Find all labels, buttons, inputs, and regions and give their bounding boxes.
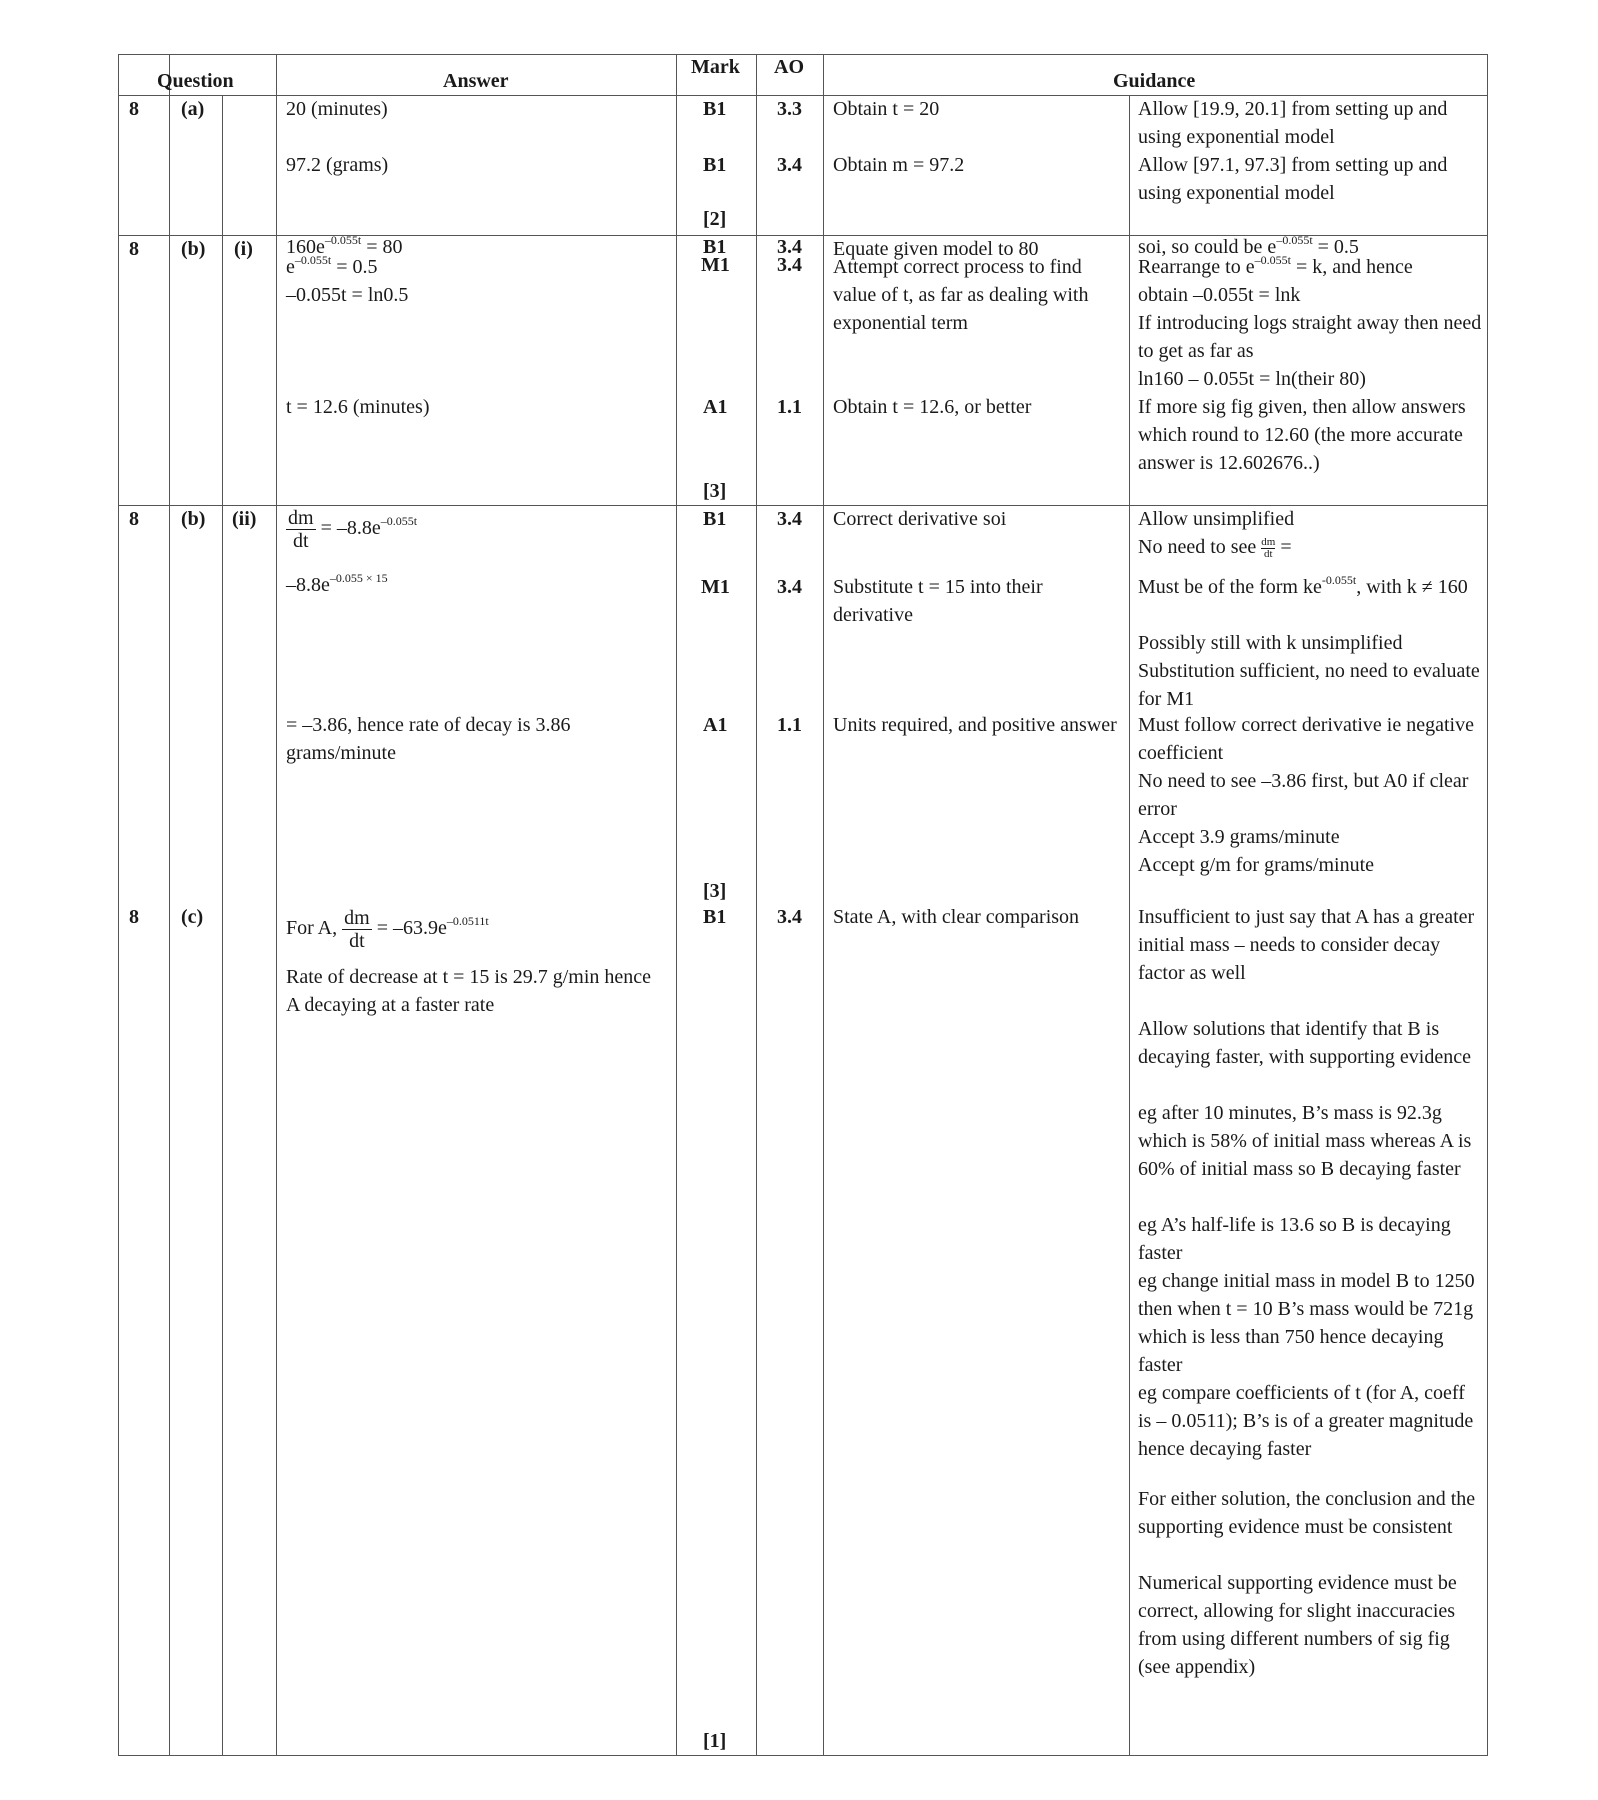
guidance-note: Must follow correct derivative ie negative coefficient <box>1138 714 1474 764</box>
guidance-note: If introducing logs straight away then need to get as far as <box>1138 312 1482 362</box>
header-mark: Mark <box>691 56 740 78</box>
mark-code: B1 <box>703 236 727 258</box>
col-divider <box>169 55 170 1755</box>
ao-code: 3.4 <box>777 236 802 258</box>
guidance-note: Substitution sufficient, no need to evaluate for M1 <box>1138 660 1480 710</box>
derivative-fraction: $\frac{dm}{dt}$ <box>288 507 314 552</box>
question-subpart: (ii) <box>232 508 257 530</box>
question-number: 8 <box>129 98 139 120</box>
col-divider <box>756 55 757 1755</box>
guidance-note: Insufficient to just say that A has a greater initial mass – needs to consider decay factor as well <box>1138 906 1475 984</box>
guidance-note: Numerical supporting evidence must be correct, allowing for slight inaccuracies from using different numbers of sig fig (see appendix) <box>1138 1572 1457 1678</box>
ao-code: 3.3 <box>777 98 802 120</box>
guidance-note: Accept g/m for grams/minute <box>1138 854 1375 876</box>
question-part: (c) <box>181 906 204 928</box>
guidance-note: Allow unsimplified <box>1138 508 1295 530</box>
col-divider <box>676 55 677 1755</box>
guidance-note: Accept 3.9 grams/minute <box>1138 826 1340 848</box>
mark-scheme-table <box>118 54 1488 1756</box>
derivative-fraction: $\frac{dm}{dt}$ <box>1261 535 1276 560</box>
question-number: 8 <box>129 906 139 928</box>
guidance-note: No need to see $\frac{dm}{dt}$ = <box>1138 535 1292 560</box>
derivative-fraction: $\frac{dm}{dt}$ <box>344 907 370 952</box>
mark-total: [2] <box>703 208 727 230</box>
guidance-note: ln160 – 0.055t = ln(their 80) <box>1138 368 1366 390</box>
mark-total: [1] <box>703 1730 727 1752</box>
mark-total: [3] <box>703 480 727 502</box>
answer-line: t = 12.6 (minutes) <box>286 396 430 418</box>
mark-code: B1 <box>703 508 727 530</box>
header-answer: Answer <box>443 70 509 92</box>
mark-total: [3] <box>703 880 727 902</box>
col-divider <box>222 95 223 1755</box>
ao-code: 3.4 <box>777 906 802 928</box>
guidance-note: Allow [19.9, 20.1] from setting up and using exponential model <box>1138 98 1448 148</box>
answer-derivative: For A, $\frac{dm}{dt}$ = $-63.9e^{-0.0511t}$ <box>286 907 489 952</box>
ao-code: 3.4 <box>777 576 802 598</box>
answer-line: = –3.86, hence rate of decay is 3.86 grams/minute <box>286 714 571 764</box>
guidance-criterion: Obtain t = 20 <box>833 98 940 120</box>
guidance-criterion: State A, with clear comparison <box>833 906 1080 928</box>
col-divider <box>276 55 277 1755</box>
guidance-note: eg change initial mass in model B to 1250 then when t = 10 B’s mass would be 721g which is less than 750 hence decaying faster <box>1138 1270 1475 1376</box>
guidance-criterion: Correct derivative soi <box>833 508 1007 530</box>
mark-code: B1 <box>703 906 727 928</box>
guidance-note: For either solution, the conclusion and the supporting evidence must be consistent <box>1138 1488 1476 1538</box>
header-ao: AO <box>774 56 804 78</box>
question-subpart: (i) <box>234 238 253 260</box>
col-divider <box>823 55 824 1755</box>
answer-equation: $160e^{-0.055t} = 80$ <box>286 233 403 258</box>
question-number: 8 <box>129 508 139 530</box>
answer-line: 97.2 (grams) <box>286 154 389 176</box>
ao-code: 3.4 <box>777 154 802 176</box>
ao-code: 1.1 <box>777 714 802 736</box>
answer-substitution: $-8.8e^{-0.055 \times 15}$ <box>286 571 388 596</box>
guidance-note: eg after 10 minutes, B’s mass is 92.3g which is 58% of initial mass whereas A is 60% of initial mass so B decaying faster <box>1138 1102 1472 1180</box>
mark-code: A1 <box>703 396 728 418</box>
question-part: (a) <box>181 98 205 120</box>
mark-code: B1 <box>703 154 727 176</box>
guidance-note: Possibly still with k unsimplified <box>1138 632 1403 654</box>
question-number: 8 <box>129 238 139 260</box>
header-question: Question <box>157 70 234 92</box>
mark-code: M1 <box>701 576 730 598</box>
answer-equation: $e^{-0.055t} = 0.5$ <box>286 253 378 278</box>
guidance-criterion: Attempt correct process to find value of t, as far as dealing with exponential term <box>833 256 1089 334</box>
mark-code: M1 <box>701 254 730 276</box>
guidance-note: eg A’s half-life is 13.6 so B is decaying faster <box>1138 1214 1451 1264</box>
guidance-criterion: Units required, and positive answer <box>833 714 1117 736</box>
ao-code: 3.4 <box>777 508 802 530</box>
col-divider <box>1129 95 1130 1755</box>
answer-line: Rate of decrease at t = 15 is 29.7 g/min hence A decaying at a faster rate <box>286 966 652 1016</box>
question-part: (b) <box>181 238 206 260</box>
guidance-note: Must be of the form $ke^{-0.055t}$, with k ≠ 160 <box>1138 573 1468 598</box>
guidance-note: eg compare coefficients of t (for A, coeff is – 0.0511); B’s is of a greater magnitude hence decaying faster <box>1138 1382 1474 1460</box>
header-guidance: Guidance <box>1113 70 1196 92</box>
answer-line: 20 (minutes) <box>286 98 388 120</box>
ao-code: 1.1 <box>777 396 802 418</box>
question-part: (b) <box>181 508 206 530</box>
guidance-criterion: Substitute t = 15 into their derivative <box>833 576 1043 626</box>
guidance-note: If more sig fig given, then allow answers which round to 12.60 (the more accurate answer is 12.602676..) <box>1138 396 1466 474</box>
answer-derivative: $\frac{dm}{dt}$ = $-8.8e^{-0.055t}$ <box>288 507 418 552</box>
guidance-note: obtain –0.055t = lnk <box>1138 284 1301 306</box>
ao-code: 3.4 <box>777 254 802 276</box>
guidance-note: soi, so could be $e^{-0.055t} = 0.5$ <box>1138 233 1359 258</box>
guidance-criterion: Obtain m = 97.2 <box>833 154 965 176</box>
guidance-note: Allow [97.1, 97.3] from setting up and using exponential model <box>1138 154 1448 204</box>
guidance-note: Rearrange to $e^{-0.055t} = k$, and hence <box>1138 253 1413 278</box>
mark-code: A1 <box>703 714 728 736</box>
guidance-criterion: Equate given model to 80 <box>833 238 1039 260</box>
guidance-criterion: Obtain t = 12.6, or better <box>833 396 1032 418</box>
answer-line: –0.055t = ln0.5 <box>286 284 409 306</box>
guidance-note: No need to see –3.86 first, but A0 if clear error <box>1138 770 1469 820</box>
guidance-note: Allow solutions that identify that B is decaying faster, with supporting evidence <box>1138 1018 1471 1068</box>
mark-code: B1 <box>703 98 727 120</box>
